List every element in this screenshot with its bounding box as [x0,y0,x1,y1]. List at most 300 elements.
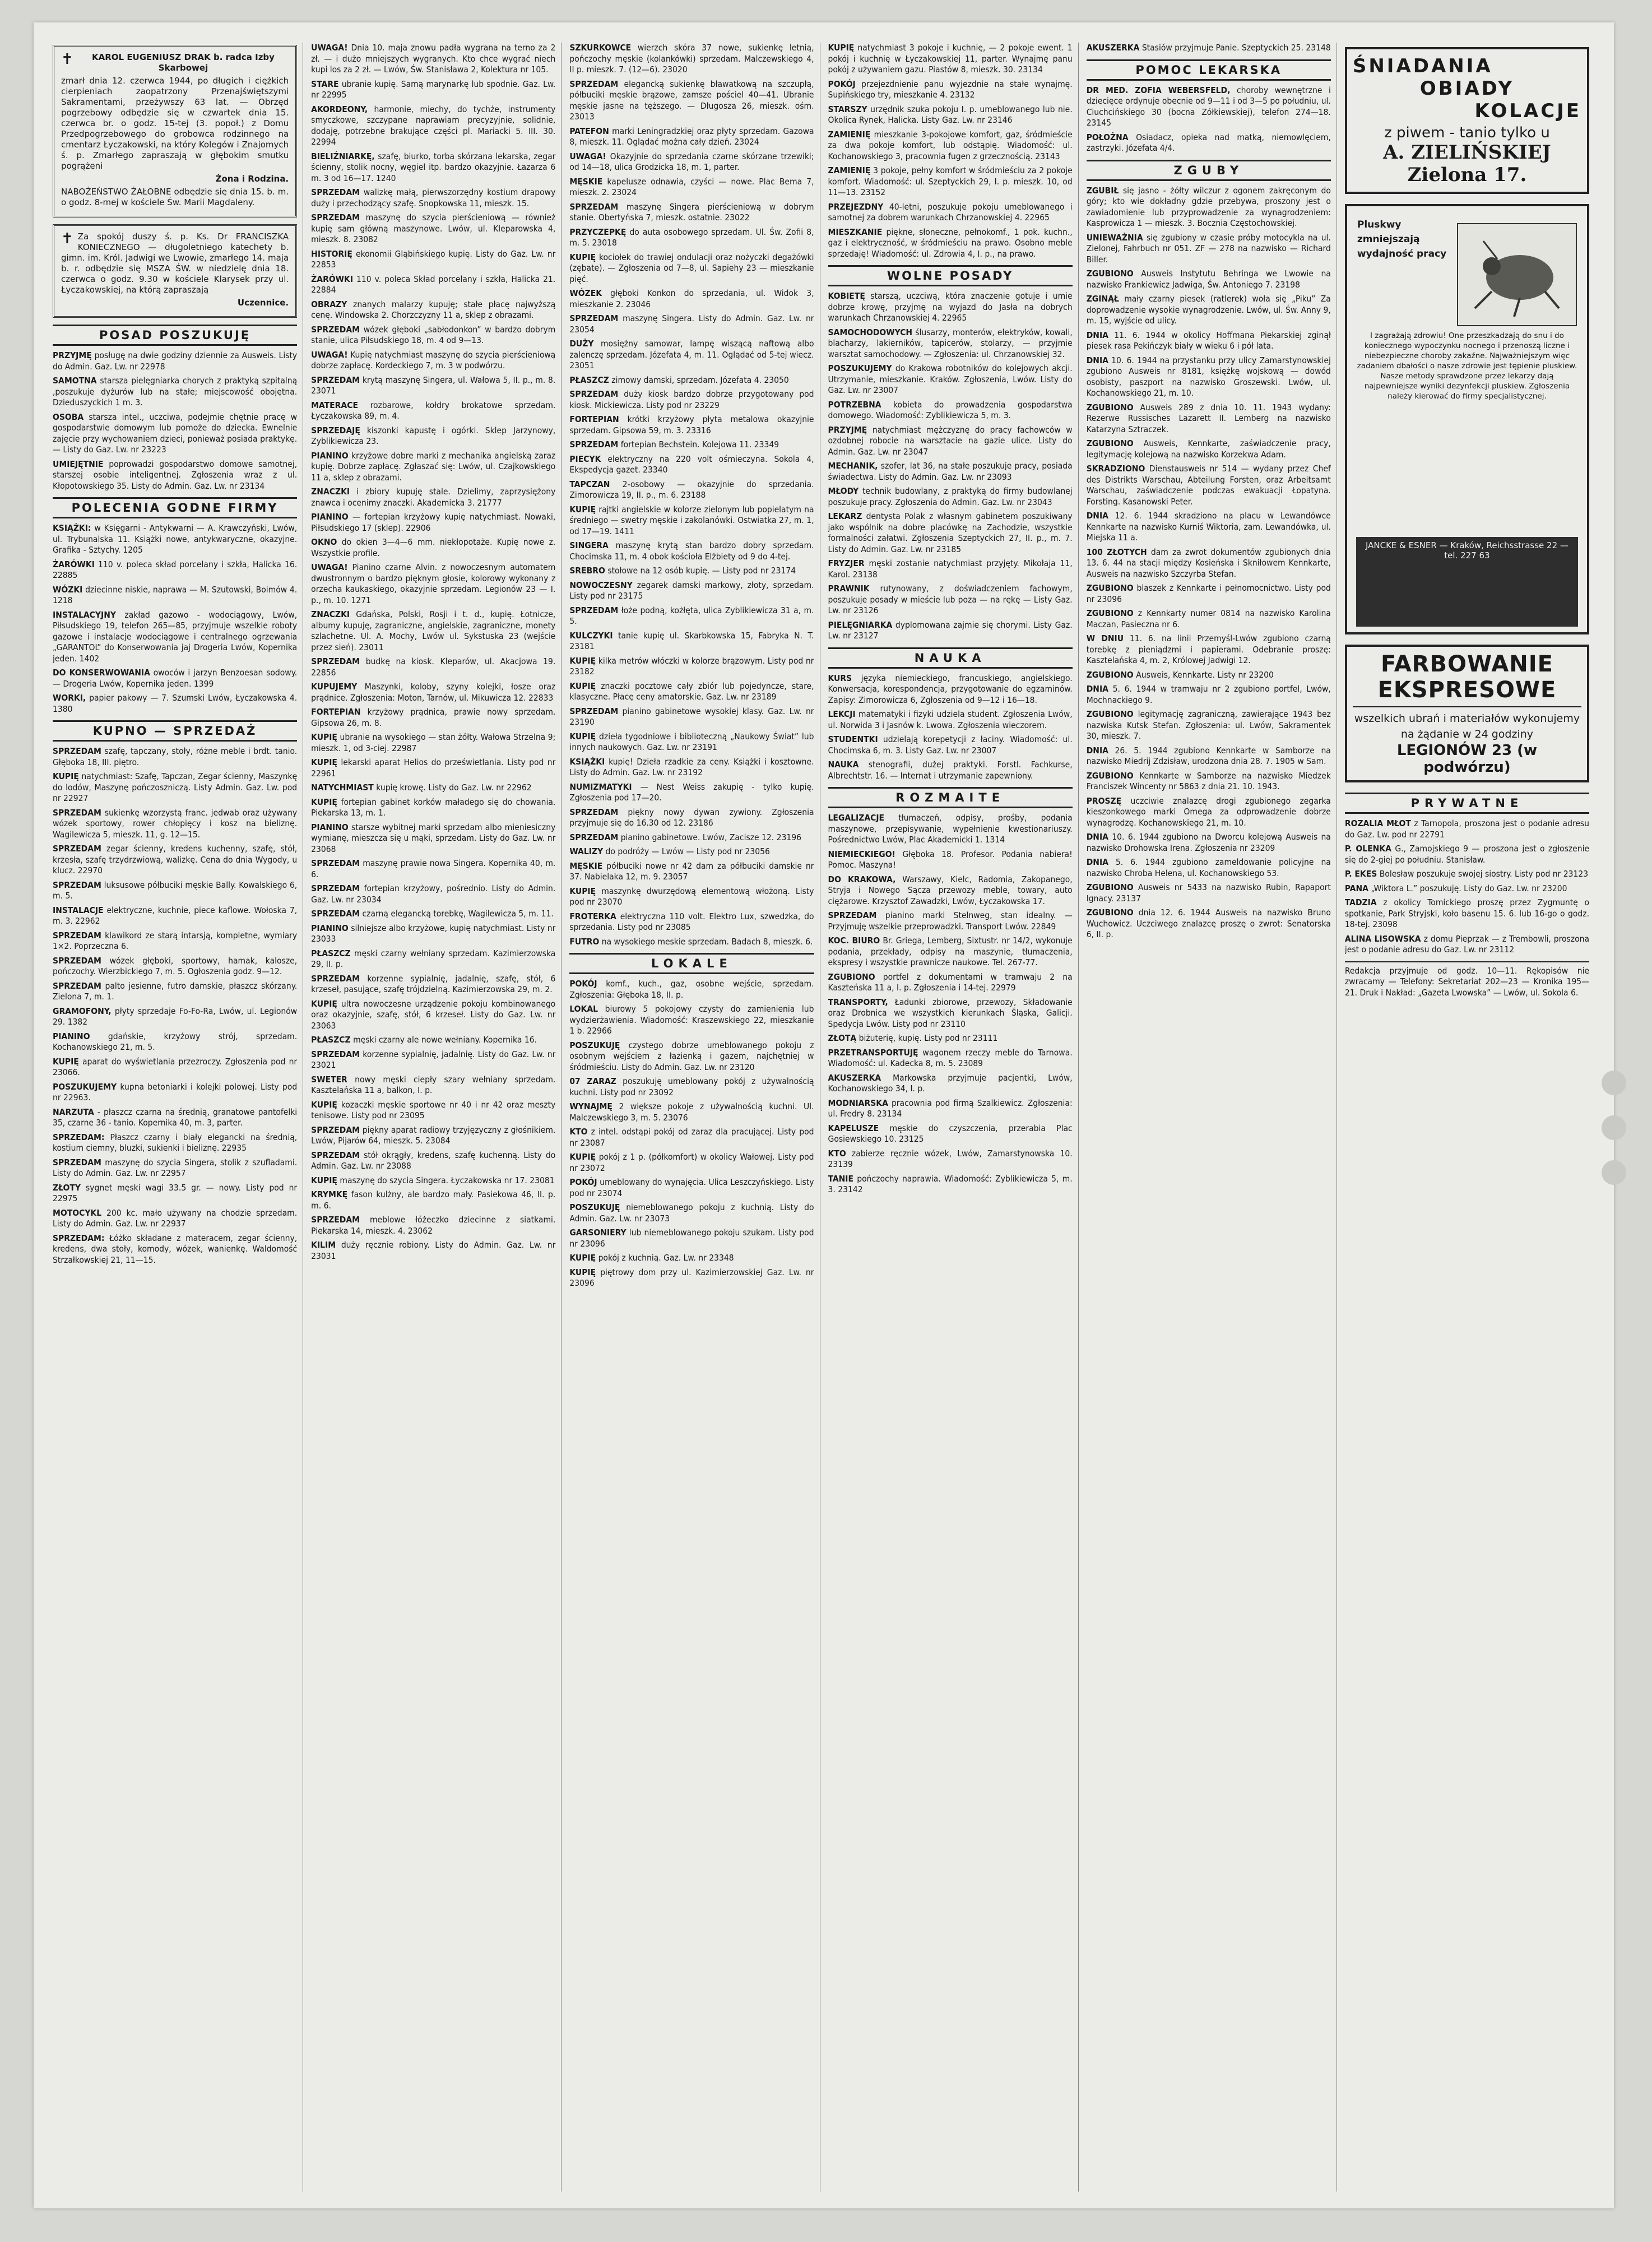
classified-ad [569,911,814,933]
ad-text: czarną elegancką torebkę, Wagilewicza 5, m. 11. [362,909,554,919]
ad-text: papier pakowy — 7. Szumski Lwów, Łyczakowska 4. 1380 [53,693,298,714]
classified-ad [311,797,555,819]
ad-text: wózek głęboki „sabłodonkon” w bardzo dobrym stanie, ulica Piłsudskiego 18, m. 4 od 9—13. [311,324,556,345]
ad-keyword: ZGUBIONO [1086,770,1134,781]
punch-hole [1602,1115,1626,1140]
punch-hole [1602,1071,1626,1095]
ad-keyword: PRZYJMĘ [53,350,92,360]
classified-ad [53,771,297,804]
ad-keyword: ZGUBIŁ [1086,185,1119,196]
classified-ad [311,299,555,321]
ad-text: piękne, słoneczne, pełnokomf., 1 pok. kuchn., gaz i elektryczność, w śródmieściu na prawo. Osobno meble sprzedaję! Wiadomość: ul. Zdrowia 4, I. p., na prawo. [828,226,1073,259]
ads-list [569,43,814,947]
ad-text: zegarek damski markowy, złoty, sprzedam. Listy pod nr 23175 [569,580,814,601]
ad-text: starszą, uczciwą, która znaczenie gotuje i umie dobrze krowę, przyjmę na wyjazd do Jasła na dobrych warunkach Chrzanowskiej 4. 22965 [828,291,1073,323]
classified-ad [1087,464,1331,507]
classified-ad [1345,897,1589,930]
ad-text: aparat do wyświetlania przezroczy. Zgłoszenia pod nr 23066. [53,1056,298,1077]
ads-list-wolne [828,291,1073,642]
column-2 [311,43,562,2192]
ad-keyword: KSIĄŻKI [569,756,605,767]
classified-ad [311,999,555,1032]
classified-ad [569,414,814,436]
ad-keyword: UNIEWAŻNIA [1086,232,1143,243]
ad-keyword: PIANINO [311,512,349,522]
ad-keyword: STARSZY [828,104,867,114]
classified-ad [311,883,555,905]
ad-keyword: SPRZEDAM: [53,1132,105,1142]
ad-keyword: MĘSKIE [569,860,603,871]
ad-text: Okazyjnie do sprzedania czarne skórzane trzewiki; od 14—18, ulica Grodzicka 18, m. 1, parter. [569,151,814,172]
classified-ad [828,327,1073,360]
ad-box-pluskwy [1345,204,1589,634]
ad-text: Br. Griega, Lemberg, Sixtustr. nr 14/2, wykonuje podania, przekłady, odpisy na maszynie, tłumaczenia, ekspresy i wszystkie prawnicze naukowe. Tel. 267-77. [828,935,1073,967]
newspaper-page [34,22,1614,2208]
ad-keyword: KUPIĘ [311,796,337,807]
ad-keyword: ZAMIENIĘ [828,165,871,175]
ad-text: kupię krowę. Listy do Gaz. Lw. nr 22962 [376,782,532,793]
classified-ad [1087,511,1331,544]
ad-keyword: POSZUKUJĘ [569,1202,620,1212]
classified-ad [1087,355,1331,399]
ad-text: dzieła tygodniowe i biblioteczną „Naukowy Świat” lub innych naukowych. Gaz. Lw. nr 23191 [569,731,814,752]
classified-ad [311,656,555,678]
ad-text: choroby wewnętrzne i dziecięce ordynuje obecnie od 9—11 i od 3—5 po południu, ul. Ciuchcińskiego 30 (bocna Zółkiewskiej), telefon 274—18. 23145 [1086,85,1331,128]
classified-ad [311,43,555,76]
ad-keyword: ZŁOTY [53,1182,81,1193]
ad-text: łoże podną, kożłęta, ulica Zyblikiewicza 31 a, m. 5. [569,605,814,626]
classified-ad [828,997,1073,1030]
ad-keyword: KUPIĘ [569,731,596,742]
ad-keyword: WÓZEK [569,288,602,298]
classified-ad [569,227,814,249]
ad-keyword: SPRZEDAM [311,909,360,919]
ad-text: 2-osobowy — okazyjnie do sprzedania. Zimorowicza 19, II. p., m. 6. 23188 [569,479,814,500]
ad-text: maszynę do szycia pierścieniową — również kupię sam główną maszynowe. Lwów, ul. Kleparowska 4, mieszk. 8. 23082 [311,212,556,244]
classified-ad [311,858,555,880]
ad-text: na wysokiego meskie sprzedam. Badach 8, mieszk. 6. [601,936,813,947]
ad-keyword: PRZETRANSPORTUJĘ [828,1047,918,1058]
classified-ad [828,129,1073,163]
obituary-text: zmarł dnia 12. czerwca 1944, po długich i ciężkich cierpieniach zaopatrzony Przenajświętszymi Sakramentami, przeżywszy 63 lat. — Obrzęd pogrzebowy odbędzie się w czwartek dnia 15. czerwca br. o godz. 15-tej (3. popoł.) z Domu Przedpogrzebowego do grobowca rodzinnego na cmentarz Łyczakowski, na który Kolegów i Znajomych ś. p. Zmarłego zapraszają w głębokim smutku pogrążeni [61,76,289,171]
classified-ad [1087,330,1331,352]
classified-ad [311,909,555,920]
ad-text: pończochy naprawia. Wiadomość: Zyblikiewicza 5, m. 3. 23142 [828,1173,1073,1194]
ad-text: 11. 6. 1944 w okolicy Hoffmana Piekarskiej zginął piesek rasa Pekińczyk biały w wieku 6 i pół lata. [1086,330,1331,351]
ad-text: do Krakowa robotników do kolejowych akcji. Utrzymanie, mieszkanie. Kraków. Zgłoszenia, Lwów. Listy do Gaz. Lw. nr 23007 [828,363,1073,395]
classified-ad [828,400,1073,421]
ad-text: korzenne sypialnię, jadalnię, szafę, stół, 6 krzeseł, pasujące, szafę trójdzielną. Kazimierzowska 29, m. 2. [311,973,556,994]
ad-text: z Kennkarty numer 0814 na nazwisko Karolina Maczan, Pasieczna nr 6. [1086,608,1331,629]
ad-text: zimowy damski, sprzedam. Józefata 4. 23050 [611,374,789,385]
classified-ad [828,425,1073,458]
ad-keyword: MIESZKANIE [828,226,883,237]
ad-text: wierzch skóra 37 nowe, sukienkę letnią, pończochy męskie (kolankówki) sprzedam. Malczewskiego 4, II p. mieszk. 7. (12—6). 23020 [569,43,814,75]
ad-keyword: KUPUJEMY [311,682,358,692]
ad-text: legitymację zagraniczną, zawierające 1943 bez nazwiska Kutsk Stefan. Zgłoszenia: ul. Lwów, Sakramentek 30, mieszk. 7. [1086,709,1331,741]
ad-text: pianino gabinetowe. Lwów, Zacisze 12. 23196 [620,832,802,842]
ad-text: starsze wybitnej marki sprzedam albo mieniesiczny wymianę, mieszcza się u mąki, sprzedam. Listy do Gaz. Lw. nr 23068 [311,822,556,854]
ad-keyword: INSTALACYJNY [53,609,116,620]
classified-ad [1087,583,1331,605]
classified-ad [1087,670,1331,681]
ad-keyword: PIANINO [53,1031,90,1041]
ad-keyword: POSZUKUJEMY [828,363,892,373]
ad-text: z domu Pieprzak — z Trembowli, proszona jest o podanie adresu do Gaz. Lw. nr 23112 [1344,933,1590,955]
ad-text: krzyżowy prądnica, prawie nowy sprzedam. Gipsowa 26, m. 8. [311,707,556,728]
classified-ad [1087,633,1331,666]
ad-keyword: KUPIĘ [569,252,596,262]
column-3 [569,43,820,2192]
classified-ad [1345,869,1589,880]
ad-text: — fortepian krzyżowy kupię natychmiast. Nowaki, Piłsudskiego 17 (sklep). 22906 [311,512,556,533]
ad-keyword: KUPIĘ [569,504,596,515]
ad-text: Dnia 10. maja znowu padła wygrana na terno za 2 zł. — i dużo mniejszych wygranych. Kto chce wygrać niech kupi los za 2 zł. — Lwów, Św. Stanisława 2, Kolektura nr 105. [311,43,556,75]
ad-keyword: SPRZEDAM [311,1049,360,1059]
ad-keyword: DUŻY [569,339,594,349]
classified-ad [569,540,814,562]
ad-text: maszynę krytą stan bardzo dobry sprzedam. Chocimska 11, m. 4 obok kościoła Elżbiety od 9 do 4-tej. [569,540,814,562]
ad-keyword: SPRZEDAM [569,201,619,212]
ad-text: sukienkę wzorzystą franc. jedwab oraz używany wózek sportowy, rower chłopięcy i kosz na bieliznę. Wagilewicza 5, mieszk. 11, g. 12—15. [53,807,298,840]
ad-keyword: MĘSKIE [569,176,603,187]
classified-ad [569,832,814,844]
classified-ad [311,187,555,209]
ad-text: mieszkanie 3-pokojowe komfort, gaz, śródmieście za dwa pokoje komfort, lub odstąpię. Wiadomość: ul. Kochanowskiego 3, pracownia fugen z grzecznością. 23143 [828,129,1073,161]
bug-illustration-icon [1457,223,1577,326]
ad-keyword: NARZUTA [53,1106,94,1117]
ad-text: 3 pokoje, pełny komfort w śródmieściu za 2 pokoje komfort. Wiadomość: ul. Szeptyckich 29, I. p. mieszk. 10, od 11—13. 23152 [828,165,1073,197]
ad-keyword: SINGERA [569,540,609,550]
ad-text: elektryczne, kuchnie, piece kaflowe. Wołoska 7, m. 3. 22962 [53,905,298,926]
ad-headline: Pluskwy zmniejszają wydajność pracy [1357,219,1447,260]
ad-keyword: PRZYJMĘ [828,424,867,435]
classified-ad [53,459,297,492]
classified-ad [311,274,555,296]
ad-text: kupię! Dzieła rzadkie za ceny. Książki i kosztowne. Listy do Admin. Gaz. Lw. nr 23192 [569,756,814,777]
classified-ad [53,1057,297,1078]
classified-ad [569,202,814,224]
classified-ad [828,79,1073,101]
section-heading: LOKALE [569,953,814,974]
ad-keyword: PRZEJEZDNY [828,201,884,212]
ad-keyword: PROSZĘ [1086,795,1122,806]
classified-ad [311,1125,555,1147]
classified-ad [311,822,555,855]
ad-text: ubranie na wysokiego — stan żółty. Wałowa Strzelna 9; mieszk. 1, od 3-ciej. 22987 [311,732,556,753]
classified-ad [1087,907,1331,941]
ad-keyword: SAMOTNA [53,376,97,386]
ad-keyword: ZGUBIONO [1086,882,1134,892]
ad-text: owoców i jarzyn Benzoesan sodowy. — Drogeria Lwów, Kopernika jeden. 1399 [53,668,298,689]
ad-keyword: AKUSZERKA [828,1072,881,1083]
classified-ad [1087,832,1331,854]
ad-text: zakład gazowo - wodociągowy, Lwów, Piłsudskiego 19, telefon 265—85, przyjmuje wszelkie roboty gazowe i instalacje wodociągowe i centralnego ogrzewania „GARANTOL” do Konserwowania jaj Drogeria Lwów, Kopernika jeden. 1402 [53,609,298,664]
ad-text: duży ręcznie robiony. Listy do Admin. Gaz. Lw. nr 23031 [311,1240,556,1261]
ad-text: piękny aparat radiowy trzyjęzyczny z głośnikiem. Lwów, Pijarów 64, mieszk. 5. 23084 [311,1124,556,1146]
ad-keyword: INSTALACJE [53,905,104,915]
classified-ad [311,249,555,271]
classified-ad [53,1132,297,1154]
ad-keyword: FRYZJER [828,558,865,568]
ad-keyword: SPRZEDAM [311,973,360,984]
ad-text: półbuciki nowe nr 42 dam za półbuciki damskie nr 37. Nabielaka 12, m. 9. 23057 [569,860,814,882]
ad-keyword: PIANINO [311,822,349,832]
classified-ad [53,610,297,665]
classified-ad [828,1148,1073,1170]
ad-keyword: KOBIETĘ [828,291,865,301]
ad-text: urzędnik szuka pokoju I. p. umeblowanego lub nie. Okolica Rynek, Halicka. Listy Gaz. Lw. nr 23146 [828,104,1073,125]
classified-ad [311,487,555,508]
ad-keyword: POTRZEBNA [828,399,881,410]
ad-text: walizkę małą, pierwszorzędny kostium drapowy duży i przechodzący szafę. Snopkowska 11, mieszk. 15. [311,187,556,209]
classified-ad [311,562,555,606]
ad-keyword: ŻARÓWKI [311,274,354,284]
classified-ad [311,1074,555,1096]
ad-text: natychmiast: Szafę, Tapczan, Zegar ścienny, Maszynkę do lodów, Maszynę pończoszniczą. Listy Admin. Gaz. Lw. pod nr 22927 [53,771,298,803]
ad-text: z okolicy Tomickiego proszę przez Zygmuntę o spotkanie, Park Stryjski, koło basenu 15. 6. lub 16-go o godz. 18-tej. 23098 [1344,897,1590,929]
ad-text: ślusarzy, monterów, elektryków, kowali, blacharzy, lakierników, tapicerów, stolarzy, — przyjmie warsztat samochodowy. — Zgłoszenia: ul. Chrzanowskiej 32. [828,327,1073,359]
classified-ad [569,886,814,908]
ad-text: stołowe na 12 osób kupię. — Listy pod nr 23174 [607,566,796,576]
ad-text: poprowadzi gospodarstwo domowe samotnej, starszej osobie inteligentnej. Zgłoszenia wraz z ul. Kłopotowskiego 35. Listy do Admin. Gaz. Lw. nr 23134 [53,458,298,491]
ad-keyword: ZGUBIONO [1086,402,1134,413]
ad-keyword: PRZYCZEPKĘ [569,226,627,237]
ad-keyword: KAPELUSZE [828,1123,879,1133]
ad-text: z Tarnopola, proszona jest o podanie adresu do Gaz. Lw. pod nr 22791 [1344,818,1590,840]
classified-ad [569,757,814,779]
ad-text: i zbiory kupuję stale. Dzielimy, zaprzysiężony znawca i ocenimy znaczki. Akademicka 3. 21777 [311,487,556,508]
ad-text: maszynkę dwurzędową elementową włożoną. Listy pod nr 23070 [569,886,814,907]
ad-text: elektryczna 110 volt. Elektro Lux, szwedzka, do sprzedania. Listy pod nr 23085 [569,911,814,932]
ad-keyword: SZKURKOWCE [569,43,632,53]
classified-ad [1087,85,1331,129]
section-heading: WOLNE POSADY [828,265,1073,286]
ad-keyword: MOTOCYKL [53,1207,102,1218]
ad-keyword: ZGUBIONO [828,971,875,982]
ad-keyword: POKÓJ [569,1177,597,1187]
classified-ad [1345,818,1589,840]
ad-keyword: GRAMOFONY, [53,1006,112,1016]
classified-ad [1087,745,1331,767]
classified-ad [1345,934,1589,956]
classified-ad [569,706,814,728]
ad-text: tłumaczeń, odpisy, prośby, podania maszynowe, przepisywanie, wypełnienie kwestionariuszy. Pośrednictwo Lwów, Plac Akademicki 1. 1314 [828,813,1073,845]
ad-text: harmonie, miechy, do tychże, instrumenty smyczkowe, szczypane naprawiam precyzyjnie, solidnie, dodaję, potrzebne brakujące części pl. Mariacki 5. III. 30. 22994 [311,104,556,147]
ad-text: nowy męski ciepły szary wełniany sprzedam. Kasztelańska 11 a, balkon, I. p. [311,1074,556,1095]
ad-keyword: SPRZEDAM [53,807,101,818]
ad-text: G., Zamojskiego 9 — proszona jest o zgłoszenie się do 2-giej po południu. Stanisław. [1344,844,1590,865]
ad-keyword: PATEFON [569,126,609,136]
classified-ad [53,1031,297,1053]
ad-text: płyty sprzedaje Fo-Fo-Ra, Lwów, ul. Legionów 29. 1382 [53,1006,298,1027]
ad-text: dyplomowana zajmie się chorymi. Listy Gaz. Lw. nr 23127 [828,619,1073,641]
classified-ad [311,425,555,447]
classified-ad [53,1157,297,1179]
ad-text: ekonomii Gląbińskiego kupię. Listy do Gaz. Lw. nr 22853 [311,248,556,270]
ad-text: „Wiktora L.” poszukuję. Listy do Gaz. Lw. nr 23200 [1371,883,1567,893]
classified-ad [53,1183,297,1205]
ad-text: kapelusze odnawia, czyści — nowe. Plac Bema 7, mieszk. 2. 23024 [569,176,814,197]
classified-ad [53,905,297,927]
classified-ad [828,813,1073,846]
ad-keyword: UMIEJĘTNIE [53,458,104,469]
ad-keyword: KUPIĘ [569,886,596,896]
ad-keyword: ZNACZKI [311,487,350,497]
ad-keyword: MECHANIK, [828,461,878,471]
ad-text: elektryczny na 220 volt ośmieczyna. Sokola 4, Ekspedycja gazet. 23340 [569,453,814,475]
ad-keyword: MŁODY [828,486,859,496]
ad-keyword: FROTERKA [569,911,616,921]
ad-keyword: SPRZEDAM [311,1150,360,1160]
ad-text: pracownia pod firmą Szalkiewicz. Zgłoszenia: ul. Fredry 8. 23134 [828,1097,1073,1119]
ad-text: 5. 6. 1944 zgubiono zameldowanie policyjne na nazwisko Chroba Helena, ul. Kochanowskiego 53. [1086,857,1331,878]
ad-keyword: PŁASZCZ [311,1035,351,1045]
classified-ad [569,339,814,372]
classified-ad [828,291,1073,324]
ad-text: Stasiów przyjmuje Panie. Szeptyckich 25. 23148 [1141,43,1331,53]
ad-text: dziecinne niskie, naprawa — M. Szutowski, Boimów 4. 1218 [53,584,298,605]
ad-keyword: SPRZEDAM [828,910,877,920]
classified-ad [1087,43,1331,54]
ad-keyword: ŻARÓWKI [53,559,95,569]
ad-keyword: HISTORIĘ [311,248,352,259]
ad-keyword: PRAWNIK [828,583,870,594]
classified-ad [53,930,297,952]
obituary-note: NABOŻEŃSTWO ŻAŁOBNE odbędzie się dnia 15. b. m. o godz. 8-mej w kościele Św. Marii Magdaleny. [61,187,289,207]
classified-ad [311,451,555,484]
classified-ad [53,523,297,556]
ad-text: biżuterię, kupię. Listy pod nr 23111 [859,1033,998,1043]
ad-text: Gdańska, Polski, Rosji i t. d., kupię. Łotnicze, albumy kupuję, zagraniczne, angielskie, zagraniczne, monety szlachetne. Ul. A. Mochy, Lwów ul. Sykstuska 23 (wejście przez sień). 23011 [311,609,556,652]
ad-text: z intel. odstąpi pokój od zaraz dla pracującej. Listy pod nr 23087 [569,1127,814,1148]
classified-ad [569,846,814,858]
ad-text: kupna betoniarki i kolejki polowej. Listy pod nr 22963. [53,1081,298,1103]
classified-ad [828,874,1073,907]
classified-ad [53,376,297,409]
ad-text: 10. 6. 1944 na przystanku przy ulicy Zamarstynowskiej zgubiono Ausweis nr 8181, księżkę wojskową — dowód osobisty, paszport na nazwisko Groszewski. Lwów, ul. Kochanowskiego 21, m. 10. [1086,355,1331,398]
ad-keyword: TAPCZAN [569,479,610,489]
ads-list-prywatne [1345,818,1589,956]
classified-ad [1087,132,1331,154]
ads-list [1087,43,1331,54]
ad-text: Bolesław poszukuje swojej siostry. Listy pod nr 23123 [1379,869,1589,879]
column-5 [1087,43,1337,2192]
ad-text: 12. 6. 1944 skradziono na placu w Lewandówce Kennkarte na nazwisko Kurniś Wiktoria, zam. Lewandówka, ul. Miejska 11 a. [1086,511,1331,543]
ad-text: maszynę Singera. Listy do Admin. Gaz. Lw. nr 23054 [569,313,814,335]
ad-keyword: ZGUBIONO [1086,907,1134,918]
classified-ad [828,227,1073,260]
ad-text: 40-letni, poszukuje pokoju umeblowanego i samotnej za dobrem warunkach Chrzanowskiej 4. 22965 [828,201,1073,223]
ad-keyword: DNIA [1086,832,1108,842]
ad-text: niemeblowanego pokoju z kuchnią. Listy do Admin. Gaz. Lw. nr 23073 [569,1202,814,1224]
classified-ad [569,504,814,538]
ad-keyword: KOC. BIURO [828,935,880,946]
ad-text: meblowe łóżeczko dziecinne z siatkami. Piekarska 14, mieszk. 4. 23062 [311,1215,556,1236]
ad-body: wszelkich ubrań i materiałów wykonujemy na żądanie w 24 godziny [1354,712,1580,740]
ad-keyword: NOWOCZESNY [569,580,633,590]
ad-keyword: ZGUBIONO [1086,608,1134,618]
ad-keyword: KULCZYKI [569,630,613,641]
ad-text: szafę, tapczany, stoły, różne meble i brdt. tanio. Głęboka 18, III. piętro. [53,746,298,767]
ad-text: Ładunki zbiorowe, przewozy, Składowanie oraz Drobnica we wszystkich kierunkach Śląska, Galicji. Spedycja Lwów. Listy pod nr 23110 [828,997,1073,1029]
classified-ad [311,707,555,729]
classified-ad [569,631,814,652]
ad-keyword: KRYMKĘ [311,1189,348,1199]
classified-ad [828,104,1073,126]
ad-keyword: SWETER [311,1074,347,1085]
ads-list-kupno [53,746,297,1266]
ads-list [311,43,555,1262]
ad-text: czystego dobrze umeblowanego pokoju z osobnym wejściem z łazienką i gazem, najchętniej w śródmieściu. Listy do Admin. Gaz. Lw. nr 23120 [569,1040,814,1072]
ad-text: rutynowany, z doświadczeniem fachowym, poszukuje posady w mieście lub poza — na rękę — Listy Gaz. Lw. nr 23126 [828,583,1073,615]
ad-line: A. ZIELIŃSKIEJ [1383,141,1551,164]
ad-text: fortepian gabinet korków maładego się do chowania. Piekarska 13, m. 1. [311,796,556,818]
ad-text: pokój z 1 p. (półkomfort) w okolicy Wałowej. Listy pod nr 23072 [569,1152,814,1173]
ad-text: palto jesienne, futro damskie, płaszcz skórzany. Zielona 7, m. 1. [53,980,298,1002]
classified-ad [311,1189,555,1211]
classified-ad [569,861,814,883]
ad-keyword: NAUKA [828,759,859,770]
ad-text: męski zostanie natychmiast przyjęty. Mikołaja 11, Karol. 23138 [828,558,1073,580]
ad-keyword: SPRZEDAM [53,980,101,991]
ad-text: stenografii, dużej praktyki. Forstl. Fachkurse, Albrechtstr. 16. — Internat i utrzymanie zapewniony. [828,759,1073,781]
ad-text: marki Leningradzkiej oraz płyty sprzedam. Gazowa 8, mieszk. 11. Oglądać można cały dzień. 23024 [569,126,814,147]
ad-keyword: DR MED. ZOFIA WEBERSFELD, [1086,85,1231,95]
ad-text: Warszawy, Kielc, Radomia, Zakopanego, Stryja i Nowego Sącza przewozy meble, towary, auto ciężarowe. Krzysztof Zawadzki, Lwów, Łyczakowska 17. [828,874,1073,906]
ad-text: kilka metrów włóczki w kolorze brązowym. Listy pod nr 23182 [569,655,814,677]
ad-text: elegancką sukienkę bławatkową na szczupłą, półbuciki męskie brązowe, zamsze pościel 40—41. Ubranie męskie jasne na tęższego. — Długosza 26, mieszk. ośm. 23013 [569,78,814,122]
ad-keyword: KUPIĘ [311,998,337,1009]
ad-text: poszukuję umeblowany pokój z używalnością kuchni. Listy pod nr 23092 [569,1076,814,1097]
classified-ad [1087,294,1331,327]
ad-keyword: POSZUKUJĘ [569,1040,620,1050]
ad-line: z piwem - tanio tylko u [1384,124,1550,141]
classified-ad [828,1048,1073,1069]
ad-text: głęboki Konkon do sprzedania, ul. Widok 3, mieszkanie 2. 23046 [569,288,814,309]
ad-keyword: ZNACZKI [311,609,350,619]
ad-keyword: STUDENTKI [828,734,878,744]
ad-text: 110 v. poleca Skład porcelany i szkła, Halicka 21. 22884 [311,274,556,295]
ad-text: korzenne sypialnię, jadalnię. Listy do Gaz. Lw. nr 23021 [311,1049,556,1070]
ad-text: lekarski aparat Helios do prześwietlania. Listy pod nr 22961 [311,757,556,779]
classified-ad [311,782,555,794]
ad-keyword: ZAMIENIĘ [828,129,871,140]
classified-ad [53,880,297,902]
classified-ad [569,580,814,602]
classified-ad [569,313,814,335]
ad-keyword: SPRZEDAM [53,844,101,854]
classified-ad [828,734,1073,756]
ad-keyword: OBRAZY [311,299,347,309]
classified-ad [569,1040,814,1073]
classified-ad [311,1215,555,1236]
ad-keyword: AKORDEONY, [311,104,368,114]
classified-ad [569,807,814,829]
ad-text: 110 v. poleca skład porcelany i szkła, Halicka 16. 22885 [53,559,298,580]
column-6 [1345,43,1595,2192]
ad-text: kiszonki kapustę i ogórki. Sklep Jarzynowy, Zyblikiewicza 23. [311,425,556,446]
ad-address: LEGIONÓW 23 (w podwórzu) [1396,742,1538,776]
ad-text: męski czarny ale nowe wełniany. Kopernika 16. [353,1035,537,1045]
ad-text: portfel z dokumentami w tramwaju 2 na Kaszteńska 11 a, I. p. Zgłoszenia i 14-tej. 22979 [828,971,1073,993]
ad-text: rajtki angielskie w kolorze zielonym lub popielatym na średniego — swetry męskie i zakolanówki. Ostwiatka 27, m. 1, od 17—19. 1411 [569,504,814,536]
ad-keyword: KUPIĘ [569,680,596,691]
ad-text: pianino marki Stelnweg, stan idealny. — Przyjmuję wszelkie przeprowadzki. Transport Lwów. 22849 [828,910,1073,932]
ad-line: Zielona 17. [1407,164,1527,186]
classified-ad [53,1208,297,1230]
ad-keyword: KTO [828,1148,846,1159]
